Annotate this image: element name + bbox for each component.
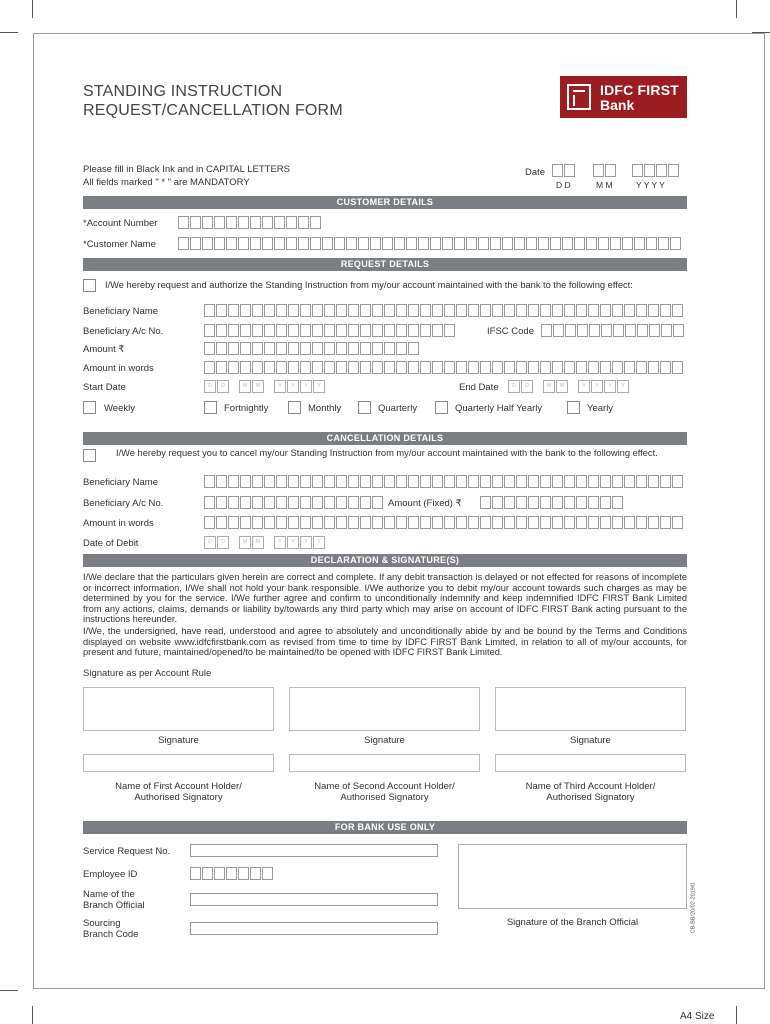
frequency-fortnightly-label: Fortnightly [224,403,269,414]
frequency-half-yearly-label: Quarterly Half Yearly [455,403,543,414]
holder-name-input-1[interactable] [83,754,274,772]
frequency-weekly-checkbox[interactable] [83,401,96,414]
request-amount-input[interactable] [204,342,420,355]
frequency-fortnightly-checkbox[interactable] [204,401,217,414]
form-title [83,82,343,120]
frequency-half-yearly-checkbox[interactable] [435,401,448,414]
request-amount-label: Amount ₹ [83,344,125,355]
branch-signature-label: Signature of the Branch Official [506,917,639,928]
declaration-paragraph-1: I/We declare that the particulars given herein are correct and complete. If any debit transaction is delayed or not effected for reasons of incomplete or incorrect information, I/We shall not hold your bank responsible. I/We authorize you to debit my/our account towards such charges as may be determined by you for the service. I/We further agree and confirm to unconditionally indemnify and keep indemnified IDFC FIRST Bank Limited from any actions, claims, demands or liability by/towards any third party which may arise on account of IDFC FIRST Bank acting pursuant to the instructions hereunder. [83,572,687,625]
frequency-monthly-label: Monthly [308,403,342,414]
end-date-label: End Date [459,382,499,393]
bank-use-heading: FOR BANK USE ONLY [83,821,687,834]
cancel-text: I/We hereby request you to cancel my/our Standing Instruction from my/our account maintained with the bank to the following effect. [116,448,658,458]
request-amount-words-input[interactable] [204,361,684,374]
cancellation-details-heading: CANCELLATION DETAILS [83,432,687,445]
signature-label-1: Signature [158,735,199,746]
customer-name-label: *Customer Name [83,239,156,250]
employee-id-input[interactable] [190,867,274,880]
cancel-amount-words-input[interactable] [204,516,684,529]
date-label: Date [525,167,546,178]
date-mm-input[interactable] [593,164,617,177]
frequency-quarterly-label: Quarterly [378,403,418,414]
start-date-input[interactable]: D D M M Y Y Y Y [204,380,326,393]
declaration-heading: DECLARATION & SIGNATURE(S) [83,554,687,567]
cancel-checkbox[interactable] [83,449,96,462]
signature-label-2: Signature [364,735,405,746]
signature-rule-label: Signature as per Account Rule [83,668,212,679]
date-of-debit-label: Date of Debit [83,538,139,549]
declaration-paragraph-2: I/We, the undersigned, have read, understood and agree to absolutely and unconditionally abide by and be bound by the Terms and Conditions displayed on website www.idfcfirstbank.com as revised from time to time by IDFC FIRST Bank Limited, in relation to all of my/our accounts, for present and future, maintained/opened/to be maintained/to be opened with IDFC FIRST Bank Limited. [83,626,687,658]
frequency-quarterly-checkbox[interactable] [358,401,371,414]
branch-official-input[interactable] [190,893,438,906]
cancel-beneficiary-ac-label: Beneficiary A/c No. [83,498,164,509]
branch-official-label: Name of the Branch Official [83,889,145,911]
form-title-line1: STANDING INSTRUCTION [83,83,283,100]
frequency-yearly-label: Yearly [587,403,614,414]
form-code: CB-BB/20/02-2019/0 [690,882,697,934]
crop-mark [736,0,737,18]
start-date-label: Start Date [83,382,126,393]
page-size-label: A4 Size [680,1011,715,1022]
form-title-line2: REQUEST/CANCELLATION FORM [83,102,343,119]
branch-signature-box[interactable] [458,844,687,909]
frequency-weekly-label: Weekly [104,403,135,414]
request-checkbox[interactable] [83,279,96,292]
end-date-input[interactable]: D D M M Y Y Y Y [508,380,630,393]
instruction-line-1: Please fill in Black Ink and in CAPITAL LETTERS [83,164,290,175]
holder-label-3: Name of Third Account Holder/ Authorised Signatory [525,781,656,803]
logo-text-line1: IDFC FIRST [600,82,679,98]
logo-mark-icon [567,84,591,110]
date-yyyy-input[interactable] [632,164,680,177]
amount-fixed-label: Amount (Fixed) ₹ [388,498,462,509]
cancel-beneficiary-ac-input[interactable] [204,496,384,509]
signature-box-3[interactable] [495,687,686,731]
instruction-line-2: All fields marked " * " are MANDATORY [83,177,250,188]
sourcing-branch-input[interactable] [190,922,438,935]
customer-name-input[interactable] [178,237,682,250]
signature-box-1[interactable] [83,687,274,731]
account-number-input[interactable] [178,216,322,229]
cancel-beneficiary-name-input[interactable] [204,475,684,488]
holder-name-input-2[interactable] [289,754,480,772]
cancel-amount-words-label: Amount in words [83,518,154,529]
service-request-label: Service Request No. [83,846,171,857]
date-yyyy-hint: Y Y Y Y [636,180,665,190]
ifsc-label: IFSC Code [487,326,534,337]
ifsc-input[interactable] [541,324,685,337]
sourcing-branch-label: Sourcing Branch Code [83,918,139,940]
holder-label-2: Name of Second Account Holder/ Authorised Signatory [314,781,455,803]
date-mm-hint: M M [596,180,613,190]
holder-name-input-3[interactable] [495,754,686,772]
bank-logo [560,76,687,118]
request-beneficiary-name-input[interactable] [204,304,684,317]
service-request-input[interactable] [190,844,438,857]
customer-details-heading: CUSTOMER DETAILS [83,196,687,209]
request-details-heading: REQUEST DETAILS [83,258,687,271]
employee-id-label: Employee ID [83,869,138,880]
crop-mark [32,0,33,18]
logo-text-line2: Bank [600,97,635,113]
signature-box-2[interactable] [289,687,480,731]
holder-label-1: Name of First Account Holder/ Authorised Signatory [115,781,242,803]
request-beneficiary-name-label: Beneficiary Name [83,306,158,317]
crop-mark [32,1006,33,1024]
crop-mark [736,1006,737,1024]
crop-mark [0,32,18,33]
request-authorize-text: I/We hereby request and authorize the Standing Instruction from my/our account maintained with the bank to the following effect: [105,280,633,290]
amount-fixed-input[interactable] [480,496,624,509]
signature-label-3: Signature [570,735,611,746]
request-beneficiary-ac-label: Beneficiary A/c No. [83,326,164,337]
crop-mark [0,990,18,991]
cancel-beneficiary-name-label: Beneficiary Name [83,477,158,488]
request-amount-words-label: Amount in words [83,363,154,374]
account-number-label: *Account Number [83,218,158,229]
date-dd-hint: D D [556,180,571,190]
request-beneficiary-ac-input[interactable] [204,324,456,337]
frequency-yearly-checkbox[interactable] [567,401,580,414]
date-of-debit-input[interactable]: D D M M Y Y Y Y [204,536,326,549]
frequency-monthly-checkbox[interactable] [288,401,301,414]
date-dd-input[interactable] [552,164,576,177]
